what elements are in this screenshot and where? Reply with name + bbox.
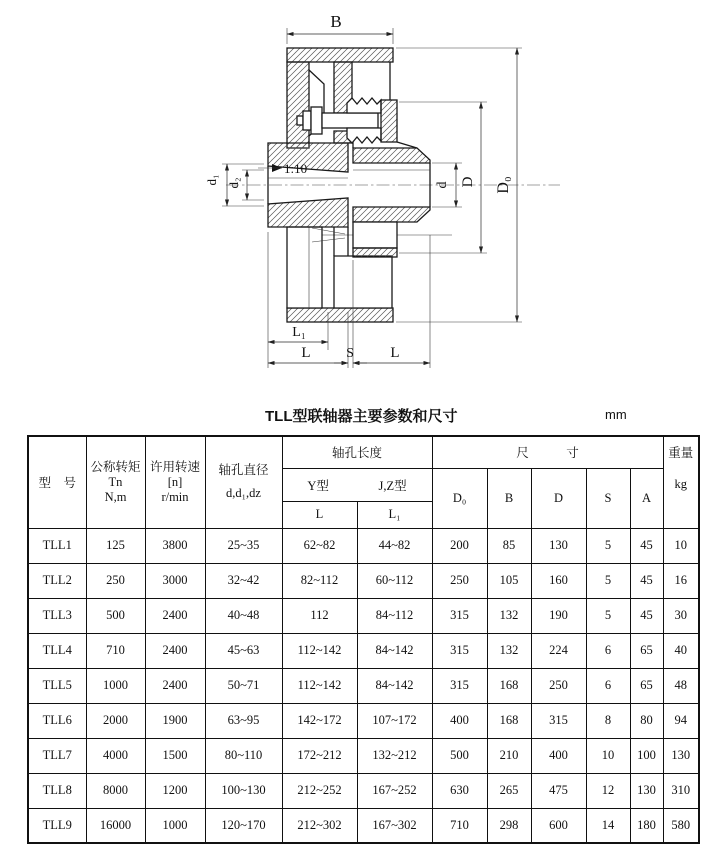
- table-cell: 167~252: [357, 773, 432, 808]
- elastic-sleeve-top: [347, 98, 381, 113]
- table-cell: TLL2: [28, 563, 86, 598]
- table-cell: 120~170: [205, 808, 282, 843]
- table-cell: 50~71: [205, 668, 282, 703]
- pin-hex-nut: [311, 107, 322, 134]
- table-cell: 250: [531, 668, 586, 703]
- table-cell: 400: [432, 703, 487, 738]
- table-cell: 250: [432, 563, 487, 598]
- table-cell: 45: [630, 563, 663, 598]
- table-row: [28, 528, 699, 563]
- table-cell: 190: [531, 598, 586, 633]
- table-cell: 65: [630, 633, 663, 668]
- table-cell: 100: [630, 738, 663, 773]
- table-cell: TLL4: [28, 633, 86, 668]
- table-cell: 63~95: [205, 703, 282, 738]
- table-cell: 1900: [145, 703, 205, 738]
- wheel-rim-bottom: [287, 308, 393, 322]
- header-bore-line1: 轴孔直径: [218, 463, 269, 478]
- header-weight-line2: kg: [674, 477, 688, 491]
- table-cell: 45~63: [205, 633, 282, 668]
- unit-label: mm: [605, 407, 627, 422]
- table-cell: 32~42: [205, 563, 282, 598]
- table-cell: 1000: [145, 808, 205, 843]
- table-cell: 315: [432, 598, 487, 633]
- table-cell: TLL6: [28, 703, 86, 738]
- header-dimensions: 尺 寸: [432, 436, 663, 468]
- header-torque-line3: N,m: [104, 489, 127, 504]
- table-cell: 100~130: [205, 773, 282, 808]
- table-cell: 6: [586, 668, 630, 703]
- right-hub-barrel-band: [353, 248, 397, 257]
- dim-label-d0: D₀: [495, 176, 512, 194]
- table-body: [28, 528, 699, 843]
- table-cell: 212~302: [282, 808, 357, 843]
- table-cell: 167~302: [357, 808, 432, 843]
- table-cell: TLL9: [28, 808, 86, 843]
- header-torque-line2: Tn: [108, 474, 123, 489]
- table-cell: 94: [663, 703, 699, 738]
- table-cell: 2000: [86, 703, 145, 738]
- dim-label-d2: d₂: [226, 177, 241, 189]
- table-cell: 630: [432, 773, 487, 808]
- table-cell: 310: [663, 773, 699, 808]
- table-cell: 16000: [86, 808, 145, 843]
- table-cell: 40: [663, 633, 699, 668]
- coupling-section-drawing: [0, 0, 725, 402]
- table-cell: 107~172: [357, 703, 432, 738]
- table-cell: 600: [531, 808, 586, 843]
- table-cell: 4000: [86, 738, 145, 773]
- header-col-a: A: [630, 468, 663, 528]
- table-cell: 250: [86, 563, 145, 598]
- table-cell: 160: [531, 563, 586, 598]
- sleeve-housing: [381, 100, 397, 142]
- header-col-d: D: [531, 468, 586, 528]
- header-model: 型 号: [28, 436, 86, 528]
- dim-label-d1: d₁: [204, 174, 219, 186]
- table-cell: 1000: [86, 668, 145, 703]
- table-cell: 168: [487, 668, 531, 703]
- table-cell: TLL5: [28, 668, 86, 703]
- table-cell: 8000: [86, 773, 145, 808]
- table-cell: 65: [630, 668, 663, 703]
- table-cell: 8: [586, 703, 630, 738]
- table-cell: 132~212: [357, 738, 432, 773]
- table-cell: 130: [630, 773, 663, 808]
- pin-rod: [322, 113, 378, 128]
- table-cell: 168: [487, 703, 531, 738]
- table-cell: 710: [432, 808, 487, 843]
- header-speed-line2: [n]: [167, 474, 183, 489]
- table-cell: 62~82: [282, 528, 357, 563]
- header-speed-line1: 许用转速: [149, 459, 200, 474]
- header-bore-types: [282, 468, 432, 501]
- table-cell: 5: [586, 528, 630, 563]
- table-cell: 475: [531, 773, 586, 808]
- header-col-d0: D₀: [432, 468, 487, 528]
- table-cell: TLL8: [28, 773, 86, 808]
- table-cell: 84~142: [357, 668, 432, 703]
- table-cell: 84~142: [357, 633, 432, 668]
- table-cell: 298: [487, 808, 531, 843]
- pin-stud-tip: [297, 116, 303, 125]
- table-cell: 710: [86, 633, 145, 668]
- table-cell: 6: [586, 633, 630, 668]
- wheel-rim-top: [287, 48, 393, 62]
- dim-label-s: S: [346, 346, 354, 361]
- header-col-b: B: [487, 468, 531, 528]
- table-cell: 30: [663, 598, 699, 633]
- table-cell: 85: [487, 528, 531, 563]
- header-col-s: S: [586, 468, 630, 528]
- table-cell: 132: [487, 598, 531, 633]
- table-cell: 200: [432, 528, 487, 563]
- dim-label-d-big: D: [460, 176, 476, 188]
- table-cell: 48: [663, 668, 699, 703]
- table-cell: 3000: [145, 563, 205, 598]
- header-y-type: Y型: [307, 478, 329, 493]
- dim-label-l1: L₁: [292, 325, 306, 340]
- dim-label-d-small: d: [435, 181, 450, 189]
- table-cell: 25~35: [205, 528, 282, 563]
- right-hub-lower-section: [353, 207, 430, 222]
- table-cell: 580: [663, 808, 699, 843]
- table-cell: 142~172: [282, 703, 357, 738]
- table-cell: 265: [487, 773, 531, 808]
- table-row: [28, 703, 699, 738]
- table-row: [28, 773, 699, 808]
- header-weight-line1: 重量: [668, 446, 694, 460]
- table-cell: 132: [487, 633, 531, 668]
- table-cell: 44~82: [357, 528, 432, 563]
- table-row: [28, 563, 699, 598]
- table-cell: 315: [432, 633, 487, 668]
- dim-label-l-left: L: [301, 345, 311, 361]
- table-cell: 1500: [145, 738, 205, 773]
- table-cell: 180: [630, 808, 663, 843]
- header-jz-type: J,Z型: [378, 478, 407, 493]
- table-row: [28, 738, 699, 773]
- table-cell: 315: [432, 668, 487, 703]
- table-cell: 130: [531, 528, 586, 563]
- right-hub-upper-section: [353, 148, 430, 163]
- header-bore-line2: d,d₁,dz: [226, 486, 261, 501]
- taper-label: 1:10: [284, 161, 308, 176]
- table-cell: 82~112: [282, 563, 357, 598]
- table-cell: 105: [487, 563, 531, 598]
- table-cell: 224: [531, 633, 586, 668]
- table-cell: 1200: [145, 773, 205, 808]
- wheel-lower-inner-block: [334, 256, 392, 308]
- table-cell: 2400: [145, 598, 205, 633]
- table-cell: 500: [86, 598, 145, 633]
- header-bore-diameter: [205, 436, 282, 528]
- table-title-row: [28, 405, 698, 429]
- right-hub-barrel: [353, 222, 397, 248]
- wheel-wall-lower: [287, 227, 322, 308]
- table-cell: 130: [663, 738, 699, 773]
- table-cell: TLL1: [28, 528, 86, 563]
- table-cell: 112~142: [282, 633, 357, 668]
- header-speed-line3: r/min: [161, 489, 189, 504]
- table-row: [28, 633, 699, 668]
- header-torque-line1: 公称转矩: [90, 459, 141, 474]
- table-cell: TLL3: [28, 598, 86, 633]
- header-torque: [86, 436, 145, 528]
- header-speed: [145, 436, 205, 528]
- table-cell: 315: [531, 703, 586, 738]
- left-flange-lower-edges: [334, 227, 348, 256]
- table-cell: 5: [586, 563, 630, 598]
- wheel-wall-upper: [287, 62, 309, 148]
- dim-label-l-right: L: [390, 345, 400, 361]
- table-cell: 84~112: [357, 598, 432, 633]
- table-cell: 2400: [145, 668, 205, 703]
- table-cell: 80: [630, 703, 663, 738]
- table-cell: 212~252: [282, 773, 357, 808]
- table-cell: 2400: [145, 633, 205, 668]
- header-col-l: L: [282, 501, 357, 528]
- table-row: [28, 668, 699, 703]
- table-cell: 45: [630, 598, 663, 633]
- table-cell: TLL7: [28, 738, 86, 773]
- table-cell: 5: [586, 598, 630, 633]
- left-hub-lower-section: [268, 198, 348, 227]
- parameters-table: [27, 435, 700, 844]
- table-cell: 16: [663, 563, 699, 598]
- table-cell: 210: [487, 738, 531, 773]
- table-cell: 10: [663, 528, 699, 563]
- table-cell: 500: [432, 738, 487, 773]
- dim-label-b: B: [330, 12, 342, 31]
- header-weight: [663, 436, 699, 528]
- table-title: TLL型联轴器主要参数和尺寸: [265, 408, 458, 425]
- table-cell: 45: [630, 528, 663, 563]
- table-cell: 40~48: [205, 598, 282, 633]
- table-cell: 10: [586, 738, 630, 773]
- table-cell: 60~112: [357, 563, 432, 598]
- table-cell: 80~110: [205, 738, 282, 773]
- table-row: [28, 808, 699, 843]
- elastic-sleeve-bottom: [347, 128, 381, 143]
- table-cell: 14: [586, 808, 630, 843]
- header-col-l1: L₁: [357, 501, 432, 528]
- table-row: [28, 598, 699, 633]
- table-cell: 12: [586, 773, 630, 808]
- table-cell: 172~212: [282, 738, 357, 773]
- table-cell: 112~142: [282, 668, 357, 703]
- table-cell: 400: [531, 738, 586, 773]
- table-cell: 3800: [145, 528, 205, 563]
- header-bore-length: 轴孔长度: [282, 436, 432, 468]
- table-cell: 112: [282, 598, 357, 633]
- pin-washer: [303, 111, 311, 130]
- table-cell: 125: [86, 528, 145, 563]
